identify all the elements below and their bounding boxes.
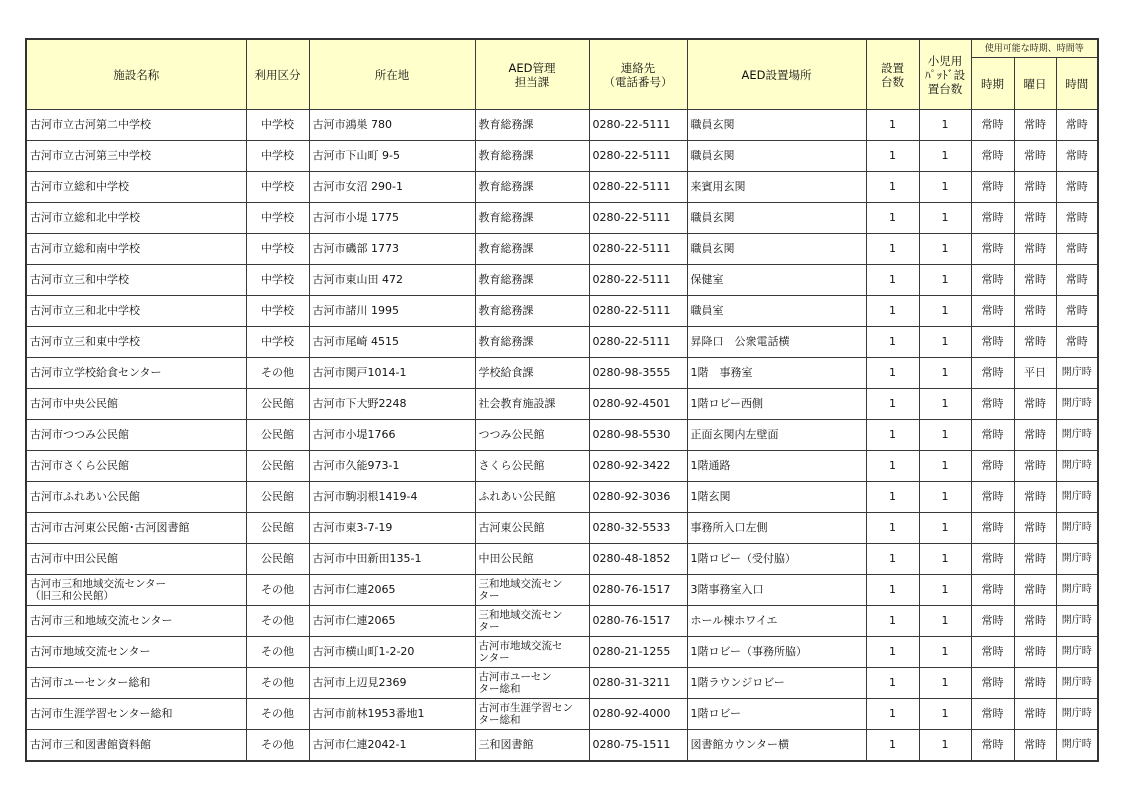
address-cell: 古河市仁連2065 bbox=[309, 575, 475, 606]
aed-location-cell: 事務所入口左側 bbox=[687, 513, 866, 544]
usage-category-cell: その他 bbox=[246, 668, 309, 699]
aed-dept-cell-line2: ター bbox=[478, 590, 500, 602]
address-cell: 古河市久能973-1 bbox=[309, 451, 475, 482]
period-cell: 常時 bbox=[971, 110, 1014, 141]
usage-category-cell: 中学校 bbox=[246, 265, 309, 296]
weekday-cell: 常時 bbox=[1014, 637, 1056, 668]
units-cell: 1 bbox=[866, 482, 919, 513]
child-pads-cell: 1 bbox=[919, 420, 971, 451]
hours-cell: 開庁時 bbox=[1056, 482, 1098, 513]
header-weekday: 曜日 bbox=[1014, 58, 1056, 110]
address-cell: 古河市下大野2248 bbox=[309, 389, 475, 420]
units-cell: 1 bbox=[866, 420, 919, 451]
usage-category-cell: 中学校 bbox=[246, 327, 309, 358]
table-row bbox=[26, 141, 1098, 172]
phone-cell: 0280-98-3555 bbox=[589, 358, 687, 389]
period-cell: 常時 bbox=[971, 389, 1014, 420]
child-pads-cell: 1 bbox=[919, 172, 971, 203]
aed-dept-cell: 教育総務課 bbox=[475, 110, 589, 141]
aed-location-cell: 来賓用玄関 bbox=[687, 172, 866, 203]
address-cell: 古河市下山町 9-5 bbox=[309, 141, 475, 172]
hours-cell: 開庁時 bbox=[1056, 730, 1098, 761]
phone-cell: 0280-22-5111 bbox=[589, 327, 687, 358]
table-row bbox=[26, 637, 1098, 668]
weekday-cell: 常時 bbox=[1014, 668, 1056, 699]
units-cell: 1 bbox=[866, 234, 919, 265]
aed-dept-cell bbox=[475, 606, 589, 637]
aed-dept-cell-line1: 古河市地域交流セ bbox=[478, 640, 563, 652]
facility-name-cell: 古河市立古河第三中学校 bbox=[26, 141, 246, 172]
aed-dept-cell: 教育総務課 bbox=[475, 172, 589, 203]
header-hours: 時間 bbox=[1056, 58, 1098, 110]
aed-location-cell: 1階ロビー西側 bbox=[687, 389, 866, 420]
facility-name-cell: 古河市三和図書館資料館 bbox=[26, 730, 246, 761]
child-pads-cell: 1 bbox=[919, 606, 971, 637]
table-row bbox=[26, 172, 1098, 203]
address-cell: 古河市小堤1766 bbox=[309, 420, 475, 451]
period-cell: 常時 bbox=[971, 482, 1014, 513]
usage-category-cell: その他 bbox=[246, 699, 309, 730]
hours-cell: 開庁時 bbox=[1056, 699, 1098, 730]
table-row bbox=[26, 327, 1098, 358]
period-cell: 常時 bbox=[971, 699, 1014, 730]
phone-cell: 0280-76-1517 bbox=[589, 606, 687, 637]
table-row bbox=[26, 389, 1098, 420]
child-pads-cell: 1 bbox=[919, 730, 971, 761]
header-units-line1: 設置 bbox=[881, 60, 904, 75]
aed-location-cell: 1階 事務室 bbox=[687, 358, 866, 389]
header-child-pads-line1: 小児用 bbox=[927, 53, 963, 68]
units-cell: 1 bbox=[866, 730, 919, 761]
usage-category-cell: 公民館 bbox=[246, 482, 309, 513]
header-child-pads-line2: ﾊﾟｯﾄﾞ設 bbox=[924, 67, 966, 82]
address-cell: 古河市鴻巣 780 bbox=[309, 110, 475, 141]
hours-cell: 常時 bbox=[1056, 296, 1098, 327]
aed-dept-cell-line2: ンター bbox=[478, 652, 510, 664]
table-row bbox=[26, 296, 1098, 327]
usage-category-cell: 中学校 bbox=[246, 110, 309, 141]
units-cell: 1 bbox=[866, 606, 919, 637]
usage-category-cell: その他 bbox=[246, 606, 309, 637]
child-pads-cell: 1 bbox=[919, 141, 971, 172]
aed-location-cell: 1階通路 bbox=[687, 451, 866, 482]
hours-cell: 常時 bbox=[1056, 234, 1098, 265]
units-cell: 1 bbox=[866, 513, 919, 544]
usage-category-cell: 公民館 bbox=[246, 544, 309, 575]
child-pads-cell: 1 bbox=[919, 544, 971, 575]
period-cell: 常時 bbox=[971, 234, 1014, 265]
aed-dept-cell-line1: 古河市生涯学習セン bbox=[478, 702, 573, 714]
address-cell: 古河市駒羽根1419-4 bbox=[309, 482, 475, 513]
child-pads-cell: 1 bbox=[919, 296, 971, 327]
child-pads-cell: 1 bbox=[919, 482, 971, 513]
aed-dept-cell-line1: 三和地域交流セン bbox=[478, 609, 563, 621]
aed-dept-cell-line1: 三和地域交流セン bbox=[478, 578, 563, 590]
facility-name-cell: 古河市立総和北中学校 bbox=[26, 203, 246, 234]
weekday-cell: 常時 bbox=[1014, 575, 1056, 606]
address-cell: 古河市仁連2042-1 bbox=[309, 730, 475, 761]
period-cell: 常時 bbox=[971, 265, 1014, 296]
aed-dept-cell-line2: ター総和 bbox=[478, 714, 521, 726]
hours-cell: 開庁時 bbox=[1056, 544, 1098, 575]
aed-location-cell: 図書館カウンター横 bbox=[687, 730, 866, 761]
table-row bbox=[26, 606, 1098, 637]
units-cell: 1 bbox=[866, 575, 919, 606]
usage-category-cell: その他 bbox=[246, 730, 309, 761]
units-cell: 1 bbox=[866, 668, 919, 699]
weekday-cell: 常時 bbox=[1014, 296, 1056, 327]
header-contact bbox=[589, 39, 687, 110]
usage-category-cell: 中学校 bbox=[246, 172, 309, 203]
weekday-cell: 常時 bbox=[1014, 389, 1056, 420]
child-pads-cell: 1 bbox=[919, 575, 971, 606]
aed-dept-cell: 教育総務課 bbox=[475, 203, 589, 234]
facility-name-cell bbox=[26, 575, 246, 606]
header-child-pads bbox=[919, 39, 971, 110]
period-cell: 常時 bbox=[971, 544, 1014, 575]
facility-name-cell: 古河市古河東公民館･古河図書館 bbox=[26, 513, 246, 544]
table-row bbox=[26, 265, 1098, 296]
period-cell: 常時 bbox=[971, 513, 1014, 544]
weekday-cell: 常時 bbox=[1014, 451, 1056, 482]
phone-cell: 0280-21-1255 bbox=[589, 637, 687, 668]
hours-cell: 開庁時 bbox=[1056, 606, 1098, 637]
facility-name-cell: 古河市立古河第二中学校 bbox=[26, 110, 246, 141]
header-contact-line2: （電話番号） bbox=[603, 74, 673, 89]
units-cell: 1 bbox=[866, 358, 919, 389]
child-pads-cell: 1 bbox=[919, 234, 971, 265]
period-cell: 常時 bbox=[971, 420, 1014, 451]
weekday-cell: 常時 bbox=[1014, 544, 1056, 575]
aed-location-cell: 1階ラウンジロビー bbox=[687, 668, 866, 699]
table-row bbox=[26, 668, 1098, 699]
phone-cell: 0280-92-4501 bbox=[589, 389, 687, 420]
usage-category-cell: その他 bbox=[246, 575, 309, 606]
aed-dept-cell-line2: ター総和 bbox=[478, 683, 521, 695]
aed-dept-cell: 学校給食課 bbox=[475, 358, 589, 389]
weekday-cell: 常時 bbox=[1014, 110, 1056, 141]
aed-location-cell: 1階ロビー（事務所脇） bbox=[687, 637, 866, 668]
aed-location-cell: 1階ロビー（受付脇） bbox=[687, 544, 866, 575]
facility-name-cell: 古河市中央公民館 bbox=[26, 389, 246, 420]
table-row bbox=[26, 358, 1098, 389]
address-cell: 古河市東3-7-19 bbox=[309, 513, 475, 544]
facility-name-cell: 古河市立総和中学校 bbox=[26, 172, 246, 203]
table-header bbox=[26, 39, 1098, 110]
header-usage-category: 利用区分 bbox=[246, 39, 309, 110]
address-cell: 古河市女沼 290-1 bbox=[309, 172, 475, 203]
aed-dept-cell bbox=[475, 699, 589, 730]
phone-cell: 0280-22-5111 bbox=[589, 141, 687, 172]
aed-dept-cell: 教育総務課 bbox=[475, 296, 589, 327]
units-cell: 1 bbox=[866, 389, 919, 420]
hours-cell: 開庁時 bbox=[1056, 637, 1098, 668]
weekday-cell: 常時 bbox=[1014, 482, 1056, 513]
aed-location-cell: 3階事務室入口 bbox=[687, 575, 866, 606]
phone-cell: 0280-22-5111 bbox=[589, 234, 687, 265]
address-cell: 古河市上辺見2369 bbox=[309, 668, 475, 699]
weekday-cell: 常時 bbox=[1014, 420, 1056, 451]
phone-cell: 0280-32-5533 bbox=[589, 513, 687, 544]
aed-location-cell: 保健室 bbox=[687, 265, 866, 296]
aed-dept-cell bbox=[475, 668, 589, 699]
period-cell: 常時 bbox=[971, 451, 1014, 482]
usage-category-cell: 中学校 bbox=[246, 141, 309, 172]
period-cell: 常時 bbox=[971, 358, 1014, 389]
units-cell: 1 bbox=[866, 296, 919, 327]
facility-name-cell: 古河市立三和北中学校 bbox=[26, 296, 246, 327]
aed-dept-cell: さくら公民館 bbox=[475, 451, 589, 482]
aed-dept-cell: 古河東公民館 bbox=[475, 513, 589, 544]
aed-dept-cell: 三和図書館 bbox=[475, 730, 589, 761]
aed-location-cell: ホール棟ホワイエ bbox=[687, 606, 866, 637]
weekday-cell: 常時 bbox=[1014, 513, 1056, 544]
aed-location-cell: 1階ロビー bbox=[687, 699, 866, 730]
phone-cell: 0280-22-5111 bbox=[589, 296, 687, 327]
facility-name-cell: 古河市中田公民館 bbox=[26, 544, 246, 575]
facility-name-cell: 古河市さくら公民館 bbox=[26, 451, 246, 482]
usage-category-cell: 公民館 bbox=[246, 451, 309, 482]
hours-cell: 常時 bbox=[1056, 327, 1098, 358]
units-cell: 1 bbox=[866, 265, 919, 296]
table-row bbox=[26, 513, 1098, 544]
period-cell: 常時 bbox=[971, 172, 1014, 203]
units-cell: 1 bbox=[866, 544, 919, 575]
phone-cell: 0280-92-4000 bbox=[589, 699, 687, 730]
table-row bbox=[26, 699, 1098, 730]
child-pads-cell: 1 bbox=[919, 110, 971, 141]
facility-name-cell-line1: 古河市三和地域交流センター bbox=[30, 578, 167, 590]
weekday-cell: 常時 bbox=[1014, 234, 1056, 265]
address-cell: 古河市尾崎 4515 bbox=[309, 327, 475, 358]
units-cell: 1 bbox=[866, 699, 919, 730]
hours-cell: 常時 bbox=[1056, 172, 1098, 203]
child-pads-cell: 1 bbox=[919, 265, 971, 296]
child-pads-cell: 1 bbox=[919, 358, 971, 389]
weekday-cell: 常時 bbox=[1014, 606, 1056, 637]
phone-cell: 0280-75-1511 bbox=[589, 730, 687, 761]
facility-name-cell: 古河市つつみ公民館 bbox=[26, 420, 246, 451]
period-cell: 常時 bbox=[971, 327, 1014, 358]
address-cell: 古河市磯部 1773 bbox=[309, 234, 475, 265]
table-row bbox=[26, 110, 1098, 141]
table-row bbox=[26, 575, 1098, 606]
units-cell: 1 bbox=[866, 327, 919, 358]
aed-dept-cell bbox=[475, 575, 589, 606]
aed-location-cell: 職員玄関 bbox=[687, 203, 866, 234]
header-units-line2: 台数 bbox=[881, 74, 904, 89]
aed-dept-cell: 教育総務課 bbox=[475, 234, 589, 265]
weekday-cell: 常時 bbox=[1014, 265, 1056, 296]
header-contact-line1: 連絡先 bbox=[620, 60, 656, 75]
aed-location-cell: 職員玄関 bbox=[687, 110, 866, 141]
hours-cell: 開庁時 bbox=[1056, 513, 1098, 544]
period-cell: 常時 bbox=[971, 203, 1014, 234]
period-cell: 常時 bbox=[971, 141, 1014, 172]
facility-name-cell: 古河市ユーセンター総和 bbox=[26, 668, 246, 699]
hours-cell: 開庁時 bbox=[1056, 389, 1098, 420]
facility-name-cell-line2: （旧三和公民館） bbox=[30, 590, 114, 602]
address-cell: 古河市東山田 472 bbox=[309, 265, 475, 296]
phone-cell: 0280-22-5111 bbox=[589, 110, 687, 141]
aed-location-cell: 職員玄関 bbox=[687, 234, 866, 265]
hours-cell: 開庁時 bbox=[1056, 358, 1098, 389]
aed-dept-cell bbox=[475, 637, 589, 668]
phone-cell: 0280-22-5111 bbox=[589, 265, 687, 296]
units-cell: 1 bbox=[866, 172, 919, 203]
hours-cell: 常時 bbox=[1056, 203, 1098, 234]
address-cell: 古河市仁連2065 bbox=[309, 606, 475, 637]
address-cell: 古河市小堤 1775 bbox=[309, 203, 475, 234]
phone-cell: 0280-31-3211 bbox=[589, 668, 687, 699]
units-cell: 1 bbox=[866, 141, 919, 172]
hours-cell: 常時 bbox=[1056, 110, 1098, 141]
header-aed-dept-line1: AED管理 bbox=[508, 60, 556, 75]
usage-category-cell: 公民館 bbox=[246, 389, 309, 420]
facility-name-cell: 古河市立総和南中学校 bbox=[26, 234, 246, 265]
weekday-cell: 常時 bbox=[1014, 730, 1056, 761]
aed-location-cell: 職員玄関 bbox=[687, 141, 866, 172]
header-address: 所在地 bbox=[309, 39, 475, 110]
address-cell: 古河市横山町1-2-20 bbox=[309, 637, 475, 668]
child-pads-cell: 1 bbox=[919, 389, 971, 420]
weekday-cell: 常時 bbox=[1014, 699, 1056, 730]
units-cell: 1 bbox=[866, 203, 919, 234]
header-facility-name: 施設名称 bbox=[26, 39, 246, 110]
usage-category-cell: 中学校 bbox=[246, 296, 309, 327]
aed-location-cell: 昇降口 公衆電話横 bbox=[687, 327, 866, 358]
units-cell: 1 bbox=[866, 451, 919, 482]
child-pads-cell: 1 bbox=[919, 637, 971, 668]
table-row bbox=[26, 544, 1098, 575]
child-pads-cell: 1 bbox=[919, 668, 971, 699]
facility-name-cell: 古河市立三和東中学校 bbox=[26, 327, 246, 358]
hours-cell: 開庁時 bbox=[1056, 451, 1098, 482]
child-pads-cell: 1 bbox=[919, 203, 971, 234]
hours-cell: 常時 bbox=[1056, 141, 1098, 172]
aed-dept-cell: 社会教育施設課 bbox=[475, 389, 589, 420]
weekday-cell: 常時 bbox=[1014, 172, 1056, 203]
header-units bbox=[866, 39, 919, 110]
usage-category-cell: 公民館 bbox=[246, 420, 309, 451]
period-cell: 常時 bbox=[971, 296, 1014, 327]
aed-dept-cell: 教育総務課 bbox=[475, 327, 589, 358]
table-row bbox=[26, 730, 1098, 761]
period-cell: 常時 bbox=[971, 575, 1014, 606]
aed-dept-cell-line2: ター bbox=[478, 621, 500, 633]
weekday-cell: 平日 bbox=[1014, 358, 1056, 389]
header-period: 時期 bbox=[971, 58, 1014, 110]
phone-cell: 0280-92-3036 bbox=[589, 482, 687, 513]
table-row bbox=[26, 451, 1098, 482]
hours-cell: 開庁時 bbox=[1056, 668, 1098, 699]
weekday-cell: 常時 bbox=[1014, 203, 1056, 234]
aed-location-cell: 職員室 bbox=[687, 296, 866, 327]
phone-cell: 0280-48-1852 bbox=[589, 544, 687, 575]
child-pads-cell: 1 bbox=[919, 513, 971, 544]
aed-location-cell: 1階玄関 bbox=[687, 482, 866, 513]
hours-cell: 開庁時 bbox=[1056, 575, 1098, 606]
period-cell: 常時 bbox=[971, 637, 1014, 668]
hours-cell: 常時 bbox=[1056, 265, 1098, 296]
table-row bbox=[26, 482, 1098, 513]
usage-category-cell: その他 bbox=[246, 358, 309, 389]
weekday-cell: 常時 bbox=[1014, 141, 1056, 172]
header-aed-dept-line2: 担当課 bbox=[514, 74, 550, 89]
address-cell: 古河市諸川 1995 bbox=[309, 296, 475, 327]
facility-name-cell: 古河市生涯学習センター総和 bbox=[26, 699, 246, 730]
phone-cell: 0280-98-5530 bbox=[589, 420, 687, 451]
phone-cell: 0280-92-3422 bbox=[589, 451, 687, 482]
aed-dept-cell: 教育総務課 bbox=[475, 141, 589, 172]
facility-name-cell: 古河市立三和中学校 bbox=[26, 265, 246, 296]
usage-category-cell: 中学校 bbox=[246, 234, 309, 265]
aed-dept-cell: 中田公民館 bbox=[475, 544, 589, 575]
usage-category-cell: 公民館 bbox=[246, 513, 309, 544]
address-cell: 古河市中田新田135-1 bbox=[309, 544, 475, 575]
facility-name-cell: 古河市三和地域交流センター bbox=[26, 606, 246, 637]
period-cell: 常時 bbox=[971, 668, 1014, 699]
phone-cell: 0280-76-1517 bbox=[589, 575, 687, 606]
child-pads-cell: 1 bbox=[919, 699, 971, 730]
phone-cell: 0280-22-5111 bbox=[589, 172, 687, 203]
aed-dept-cell-line1: 古河市ユーセン bbox=[478, 671, 552, 683]
units-cell: 1 bbox=[866, 637, 919, 668]
facility-name-cell: 古河市立学校給食センター bbox=[26, 358, 246, 389]
usage-category-cell: その他 bbox=[246, 637, 309, 668]
aed-dept-cell: つつみ公民館 bbox=[475, 420, 589, 451]
table-row bbox=[26, 420, 1098, 451]
header-aed-location: AED設置場所 bbox=[687, 39, 866, 110]
address-cell: 古河市関戸1014-1 bbox=[309, 358, 475, 389]
aed-facility-table bbox=[25, 38, 1099, 762]
child-pads-cell: 1 bbox=[919, 451, 971, 482]
period-cell: 常時 bbox=[971, 606, 1014, 637]
facility-name-cell: 古河市地域交流センター bbox=[26, 637, 246, 668]
aed-dept-cell: ふれあい公民館 bbox=[475, 482, 589, 513]
child-pads-cell: 1 bbox=[919, 327, 971, 358]
header-availability-group: 使用可能な時期、時間等 bbox=[971, 39, 1098, 58]
hours-cell: 開庁時 bbox=[1056, 420, 1098, 451]
units-cell: 1 bbox=[866, 110, 919, 141]
table-body bbox=[26, 110, 1098, 761]
usage-category-cell: 中学校 bbox=[246, 203, 309, 234]
facility-name-cell: 古河市ふれあい公民館 bbox=[26, 482, 246, 513]
period-cell: 常時 bbox=[971, 730, 1014, 761]
aed-dept-cell: 教育総務課 bbox=[475, 265, 589, 296]
aed-location-cell: 正面玄関内左壁面 bbox=[687, 420, 866, 451]
header-child-pads-line3: 置台数 bbox=[927, 81, 963, 96]
phone-cell: 0280-22-5111 bbox=[589, 203, 687, 234]
address-cell: 古河市前林1953番地1 bbox=[309, 699, 475, 730]
table-row bbox=[26, 203, 1098, 234]
weekday-cell: 常時 bbox=[1014, 327, 1056, 358]
table-row bbox=[26, 234, 1098, 265]
header-aed-dept bbox=[475, 39, 589, 110]
